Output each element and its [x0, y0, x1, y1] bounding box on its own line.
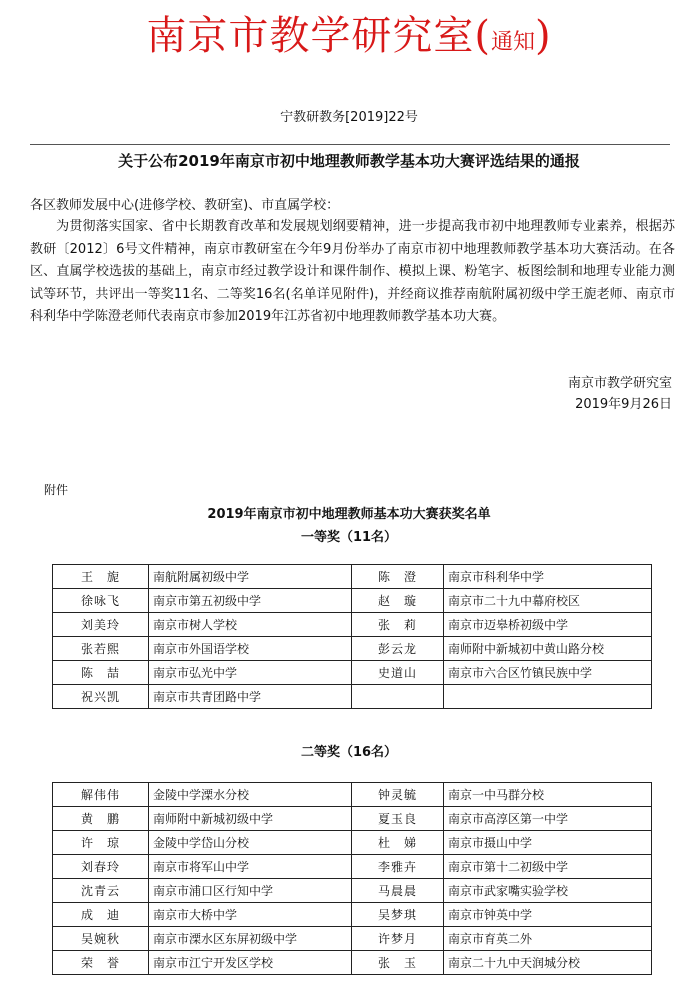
- school-cell: 南京市高淳区第一中学: [444, 807, 652, 831]
- table-row: [53, 831, 652, 855]
- first-prize-table: [52, 564, 652, 709]
- winner-name-cell: 祝兴凯: [53, 685, 149, 709]
- winner-name-cell: 徐咏飞: [53, 589, 149, 613]
- signature-date: 2019年9月26日: [575, 397, 672, 412]
- school-cell: 南京二十九中天润城分校: [444, 951, 652, 975]
- school-cell: 南京市迈皋桥初级中学: [444, 613, 652, 637]
- school-cell: 南师附中新城初中黄山路分校: [444, 637, 652, 661]
- school-cell: 南京市六合区竹镇民族中学: [444, 661, 652, 685]
- table-row: [53, 613, 652, 637]
- school-cell: 南京市共青团路中学: [149, 685, 352, 709]
- table-row: [53, 637, 652, 661]
- table-row: [53, 661, 652, 685]
- school-cell: 南京市大桥中学: [149, 903, 352, 927]
- signature-org: 南京市教学研究室: [567, 376, 672, 391]
- winner-name-cell: 解伟伟: [53, 783, 149, 807]
- school-cell: 南京市江宁开发区学校: [149, 951, 352, 975]
- school-cell: 金陵中学溧水分校: [149, 783, 352, 807]
- school-cell: 南京市科利华中学: [444, 565, 652, 589]
- table-row: [53, 903, 652, 927]
- winner-name-cell: 李雅卉: [352, 855, 444, 879]
- winner-name-cell: 吴婉秋: [53, 927, 149, 951]
- first-prize-heading: 一等奖（11名）: [300, 530, 398, 545]
- winner-name-cell: [352, 685, 444, 709]
- winner-name-cell: 刘美玲: [53, 613, 149, 637]
- school-cell: 南师附中新城初级中学: [149, 807, 352, 831]
- org-name: 南京市教学研究室: [146, 13, 475, 59]
- school-cell: 南京市育英二外: [444, 927, 652, 951]
- winner-name-cell: 许 琼: [53, 831, 149, 855]
- winner-name-cell: 黄 鹏: [53, 807, 149, 831]
- winner-name-cell: 陈 澄: [352, 565, 444, 589]
- school-cell: 南京一中马群分校: [444, 783, 652, 807]
- winners-list-title: 2019年南京市初中地理教师基本功大赛获奖名单: [207, 507, 491, 522]
- school-cell: 南京市溧水区东屏初级中学: [149, 927, 352, 951]
- school-cell: 南京市外国语学校: [149, 637, 352, 661]
- school-cell: [444, 685, 652, 709]
- winner-name-cell: 陈 喆: [53, 661, 149, 685]
- table-row: [53, 783, 652, 807]
- document-title: 关于公布2019年南京市初中地理教师教学基本功大赛评选结果的通报: [118, 152, 580, 170]
- winner-name-cell: 夏玉良: [352, 807, 444, 831]
- table-row: [53, 565, 652, 589]
- school-cell: 南京市钟英中学: [444, 903, 652, 927]
- winner-name-cell: 成 迪: [53, 903, 149, 927]
- second-prize-heading: 二等奖（16名）: [300, 745, 398, 760]
- school-cell: 南京市弘光中学: [149, 661, 352, 685]
- table-row: [53, 685, 652, 709]
- paren-open: (: [474, 13, 491, 59]
- school-cell: 南京市第十二初级中学: [444, 855, 652, 879]
- table-row: [53, 879, 652, 903]
- masthead: [0, 4, 698, 61]
- school-cell: 南京市浦口区行知中学: [149, 879, 352, 903]
- school-cell: 南京市摄山中学: [444, 831, 652, 855]
- body-text: 为贯彻落实国家、省中长期教育改革和发展规划纲要精神，进一步提高我市初中地理教师专业素养，根据苏教研〔2012〕6号文件精神，南京市教研室在今年9月份举办了南京市初中地理教师教学基本功大赛活动。在各区、直属学校选拔的基础上，南京市经过教学设计和课件制作、模拟上课、粉笔字、板图绘制和地理专业能力测试等环节，共评出一等奖11名、二等奖16名(名单详见附件)，并经商议推荐南航附属初级中学王旎老师、南京市科利华中学陈澄老师代表南京市参加2019年江苏省初中地理教师教学基本功大赛。: [30, 219, 675, 324]
- school-cell: 南京市武家嘴实验学校: [444, 879, 652, 903]
- school-cell: 南京市二十九中幕府校区: [444, 589, 652, 613]
- table-row: [53, 951, 652, 975]
- notice-label: 通知: [490, 30, 535, 55]
- table-row: [53, 589, 652, 613]
- school-cell: 南京市树人学校: [149, 613, 352, 637]
- winner-name-cell: 刘春玲: [53, 855, 149, 879]
- table-row: [53, 807, 652, 831]
- body-paragraph: [30, 216, 675, 329]
- document-number: 宁教研教务[2019]22号: [280, 110, 418, 125]
- second-prize-table: [52, 782, 652, 975]
- winner-name-cell: 赵 璇: [352, 589, 444, 613]
- table-row: [53, 927, 652, 951]
- winner-name-cell: 张 玉: [352, 951, 444, 975]
- school-cell: 南京市将军山中学: [149, 855, 352, 879]
- table-row: [53, 855, 652, 879]
- winner-name-cell: 张若熙: [53, 637, 149, 661]
- school-cell: 南航附属初级中学: [149, 565, 352, 589]
- paren-close: ): [535, 13, 552, 59]
- winner-name-cell: 钟灵毓: [352, 783, 444, 807]
- winner-name-cell: 彭云龙: [352, 637, 444, 661]
- winner-name-cell: 沈青云: [53, 879, 149, 903]
- attachment-label: 附件: [44, 483, 69, 497]
- winner-name-cell: 杜 娣: [352, 831, 444, 855]
- header-divider: [30, 144, 670, 145]
- school-cell: 金陵中学岱山分校: [149, 831, 352, 855]
- winner-name-cell: 张 莉: [352, 613, 444, 637]
- winner-name-cell: 马晨晨: [352, 879, 444, 903]
- winner-name-cell: 吴梦琪: [352, 903, 444, 927]
- winner-name-cell: 史道山: [352, 661, 444, 685]
- winner-name-cell: 荣 誉: [53, 951, 149, 975]
- winner-name-cell: 许梦月: [352, 927, 444, 951]
- winner-name-cell: 王 旎: [53, 565, 149, 589]
- school-cell: 南京市第五初级中学: [149, 589, 352, 613]
- salutation: 各区教师发展中心(进修学校、教研室)、市直属学校：: [30, 198, 340, 213]
